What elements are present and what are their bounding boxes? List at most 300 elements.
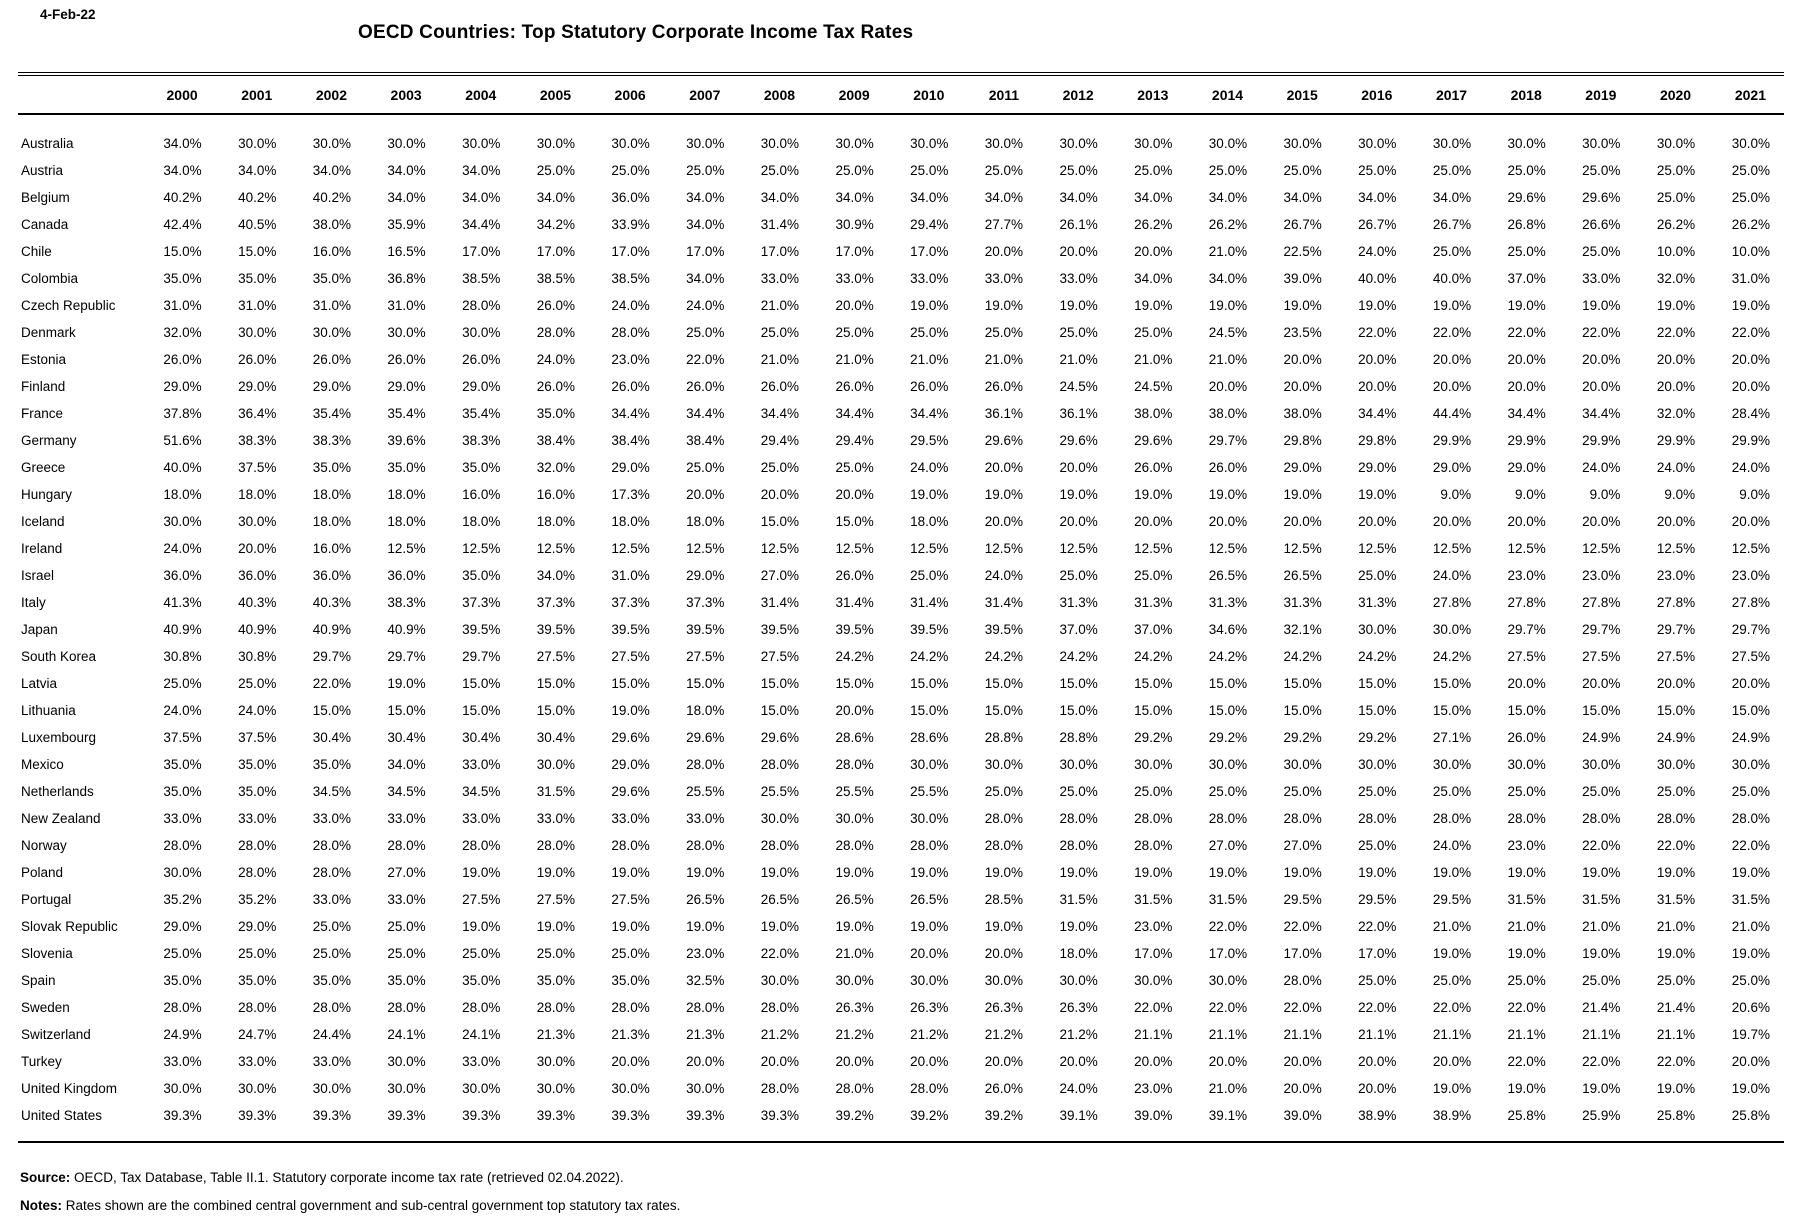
table-row bbox=[18, 670, 1784, 697]
rate-cell: 21.0% bbox=[1432, 919, 1472, 934]
rate-cell: 26.0% bbox=[611, 379, 650, 394]
rate-cell: 33.0% bbox=[1059, 271, 1098, 286]
rate-cell: 26.2% bbox=[1208, 217, 1248, 232]
rate-cell: 21.0% bbox=[760, 352, 800, 367]
rate-cell: 29.9% bbox=[1507, 433, 1546, 448]
rate-cell: 25.0% bbox=[1507, 973, 1546, 988]
rate-cell: 18.0% bbox=[462, 514, 501, 529]
year-column-header: 2013 bbox=[1137, 86, 1169, 103]
rate-cell: 25.0% bbox=[1134, 784, 1173, 799]
rate-cell: 35.0% bbox=[536, 973, 576, 988]
rate-cell: 34.4% bbox=[910, 406, 949, 421]
rate-cell: 20.0% bbox=[1582, 352, 1621, 367]
rate-cell: 16.5% bbox=[387, 244, 426, 259]
rate-cell: 30.0% bbox=[760, 811, 800, 826]
rate-cell: 25.0% bbox=[760, 460, 800, 475]
rate-cell: 27.5% bbox=[1582, 649, 1621, 664]
rate-cell: 25.0% bbox=[312, 919, 352, 934]
rate-cell: 18.0% bbox=[387, 514, 426, 529]
rate-cell: 17.0% bbox=[462, 244, 501, 259]
rate-cell: 18.0% bbox=[1059, 946, 1098, 961]
rate-cell: 31.3% bbox=[1059, 595, 1098, 610]
rate-cell: 12.5% bbox=[1582, 541, 1621, 556]
rate-cell: 37.3% bbox=[462, 595, 501, 610]
rate-cell: 21.1% bbox=[1134, 1027, 1173, 1042]
rate-cell: 19.0% bbox=[1283, 487, 1322, 502]
rate-cell: 21.2% bbox=[910, 1027, 949, 1042]
spacer-row bbox=[18, 114, 1784, 130]
rate-cell: 26.0% bbox=[835, 379, 874, 394]
rate-cell: 33.0% bbox=[238, 1054, 277, 1069]
rate-cell: 32.1% bbox=[1283, 622, 1322, 637]
rate-cell: 19.0% bbox=[910, 298, 949, 313]
rate-cell: 30.0% bbox=[536, 1081, 576, 1096]
country-label: Luxembourg bbox=[21, 730, 97, 745]
table-row bbox=[18, 1075, 1784, 1102]
rate-cell: 24.0% bbox=[1358, 244, 1397, 259]
rate-cell: 28.0% bbox=[536, 1000, 576, 1015]
rate-cell: 39.5% bbox=[462, 622, 501, 637]
rate-cell: 30.4% bbox=[462, 730, 501, 745]
rate-cell: 30.0% bbox=[462, 1081, 501, 1096]
rate-cell: 20.0% bbox=[835, 703, 874, 718]
rate-cell: 28.0% bbox=[1656, 811, 1696, 826]
rate-cell: 29.8% bbox=[1358, 433, 1397, 448]
rate-cell: 19.0% bbox=[1656, 946, 1696, 961]
rate-cell: 20.0% bbox=[984, 514, 1024, 529]
rate-cell: 30.0% bbox=[312, 136, 352, 151]
rate-cell: 12.5% bbox=[387, 541, 426, 556]
rate-cell: 35.0% bbox=[462, 568, 501, 583]
table-body bbox=[18, 114, 1784, 1142]
rate-cell: 25.0% bbox=[984, 163, 1024, 178]
rate-cell: 35.0% bbox=[312, 460, 352, 475]
rate-cell: 35.0% bbox=[312, 271, 352, 286]
rate-cell: 34.5% bbox=[312, 784, 352, 799]
rate-cell: 25.0% bbox=[1656, 973, 1696, 988]
rate-cell: 17.3% bbox=[611, 487, 650, 502]
rate-cell: 23.0% bbox=[611, 352, 650, 367]
rate-cell: 28.0% bbox=[984, 811, 1024, 826]
rate-cell: 12.5% bbox=[462, 541, 501, 556]
rate-cell: 24.1% bbox=[387, 1027, 426, 1042]
rate-cell: 34.4% bbox=[686, 406, 725, 421]
rate-cell: 19.0% bbox=[686, 919, 725, 934]
rate-cell: 36.8% bbox=[387, 271, 426, 286]
rate-cell: 31.5% bbox=[1507, 892, 1546, 907]
rate-cell: 30.0% bbox=[163, 865, 202, 880]
rate-cell: 36.4% bbox=[238, 406, 277, 421]
rate-cell: 25.0% bbox=[387, 919, 426, 934]
rate-cell: 20.0% bbox=[1283, 514, 1322, 529]
rate-cell: 19.0% bbox=[984, 919, 1024, 934]
rate-cell: 24.0% bbox=[686, 298, 725, 313]
rate-cell: 29.2% bbox=[1358, 730, 1397, 745]
year-column-header: 2011 bbox=[988, 86, 1020, 103]
rate-cell: 19.0% bbox=[1656, 865, 1696, 880]
rate-cell: 20.0% bbox=[1358, 352, 1397, 367]
rate-cell: 18.0% bbox=[910, 514, 949, 529]
rate-cell: 34.0% bbox=[1059, 190, 1098, 205]
rate-cell: 25.8% bbox=[1656, 1108, 1696, 1123]
rate-cell: 22.0% bbox=[686, 352, 725, 367]
rate-cell: 28.0% bbox=[1283, 973, 1322, 988]
rate-cell: 29.2% bbox=[1208, 730, 1248, 745]
rate-cell: 25.0% bbox=[1283, 163, 1322, 178]
rate-cell: 31.0% bbox=[238, 298, 277, 313]
rate-cell: 31.5% bbox=[1656, 892, 1696, 907]
rate-cell: 12.5% bbox=[686, 541, 725, 556]
rate-cell: 19.0% bbox=[1059, 298, 1098, 313]
rate-cell: 12.5% bbox=[1283, 541, 1322, 556]
rate-cell: 25.0% bbox=[760, 163, 800, 178]
country-label: Norway bbox=[21, 838, 67, 853]
rate-cell: 29.6% bbox=[686, 730, 725, 745]
rate-cell: 31.4% bbox=[984, 595, 1024, 610]
rate-cell: 30.0% bbox=[1134, 136, 1173, 151]
country-label: Colombia bbox=[21, 271, 79, 286]
rate-cell: 15.0% bbox=[760, 703, 800, 718]
rate-cell: 35.4% bbox=[387, 406, 426, 421]
rate-cell: 20.0% bbox=[835, 1054, 874, 1069]
rate-cell: 33.0% bbox=[238, 811, 277, 826]
rate-cell: 25.0% bbox=[1059, 163, 1098, 178]
rate-cell: 34.0% bbox=[984, 190, 1024, 205]
rate-cell: 25.8% bbox=[1507, 1108, 1546, 1123]
rate-cell: 12.5% bbox=[1358, 541, 1397, 556]
rate-cell: 21.1% bbox=[1656, 1027, 1696, 1042]
rate-cell: 39.3% bbox=[686, 1108, 725, 1123]
rate-cell: 24.0% bbox=[1582, 460, 1621, 475]
spacer-cell bbox=[18, 114, 1784, 130]
rate-cell: 25.0% bbox=[1731, 973, 1770, 988]
rate-cell: 26.5% bbox=[686, 892, 725, 907]
rate-cell: 28.0% bbox=[387, 1000, 426, 1015]
rate-cell: 20.0% bbox=[910, 1054, 949, 1069]
rate-cell: 39.3% bbox=[163, 1108, 202, 1123]
rate-cell: 25.0% bbox=[1731, 190, 1770, 205]
rate-cell: 42.4% bbox=[163, 217, 202, 232]
table-row bbox=[18, 1048, 1784, 1075]
rate-cell: 25.0% bbox=[1432, 244, 1472, 259]
rate-cell: 31.4% bbox=[910, 595, 949, 610]
rate-cell: 22.0% bbox=[760, 946, 800, 961]
rate-cell: 15.0% bbox=[1283, 676, 1322, 691]
source-label: Source: bbox=[20, 1170, 71, 1185]
rate-cell: 34.0% bbox=[1208, 271, 1248, 286]
rate-cell: 20.0% bbox=[1582, 379, 1621, 394]
country-label: Austria bbox=[21, 163, 64, 178]
year-column-header: 2010 bbox=[913, 86, 945, 103]
notes-line bbox=[20, 1192, 680, 1220]
rate-cell: 17.0% bbox=[536, 244, 576, 259]
rate-cell: 29.6% bbox=[1059, 433, 1098, 448]
rate-cell: 25.0% bbox=[238, 946, 277, 961]
rate-cell: 29.0% bbox=[1283, 460, 1322, 475]
rate-cell: 27.0% bbox=[760, 568, 800, 583]
rate-cell: 31.4% bbox=[835, 595, 874, 610]
year-column-header: 2007 bbox=[689, 86, 721, 103]
rate-cell: 22.0% bbox=[1358, 325, 1397, 340]
rate-cell: 36.1% bbox=[984, 406, 1024, 421]
rate-cell: 26.5% bbox=[910, 892, 949, 907]
rate-cell: 25.0% bbox=[1432, 784, 1472, 799]
rate-cell: 34.0% bbox=[163, 163, 202, 178]
rate-cell: 25.0% bbox=[760, 325, 800, 340]
rate-cell: 23.0% bbox=[1507, 568, 1546, 583]
rate-cell: 29.0% bbox=[163, 379, 202, 394]
rate-cell: 36.0% bbox=[312, 568, 352, 583]
rate-cell: 30.0% bbox=[1731, 757, 1770, 772]
rate-cell: 26.0% bbox=[462, 352, 501, 367]
country-label: Chile bbox=[21, 244, 52, 259]
rate-cell: 21.0% bbox=[1656, 919, 1696, 934]
rate-cell: 20.0% bbox=[1358, 1081, 1397, 1096]
rate-cell: 15.0% bbox=[462, 703, 501, 718]
rate-cell: 19.0% bbox=[910, 487, 949, 502]
table-row bbox=[18, 373, 1784, 400]
rate-cell: 30.0% bbox=[984, 757, 1024, 772]
rate-cell: 33.0% bbox=[462, 757, 501, 772]
rate-cell: 27.7% bbox=[984, 217, 1024, 232]
rate-cell: 15.0% bbox=[163, 244, 202, 259]
rate-cell: 28.0% bbox=[686, 757, 725, 772]
country-label: United Kingdom bbox=[21, 1081, 118, 1096]
rate-cell: 20.0% bbox=[1134, 514, 1173, 529]
rate-cell: 29.4% bbox=[760, 433, 800, 448]
rate-cell: 17.0% bbox=[1208, 946, 1248, 961]
rate-cell: 40.0% bbox=[1432, 271, 1472, 286]
country-label: Australia bbox=[21, 136, 74, 151]
rate-cell: 24.0% bbox=[1432, 838, 1472, 853]
rate-cell: 26.5% bbox=[835, 892, 874, 907]
rate-cell: 19.0% bbox=[611, 865, 650, 880]
rate-cell: 31.5% bbox=[1059, 892, 1098, 907]
rate-cell: 20.0% bbox=[910, 946, 949, 961]
rate-cell: 34.4% bbox=[760, 406, 800, 421]
rate-cell: 37.0% bbox=[1507, 271, 1546, 286]
rate-cell: 40.9% bbox=[387, 622, 426, 637]
rate-cell: 39.3% bbox=[536, 1108, 576, 1123]
rate-cell: 40.2% bbox=[312, 190, 352, 205]
rate-cell: 19.0% bbox=[984, 487, 1024, 502]
rate-cell: 25.0% bbox=[387, 946, 426, 961]
year-column-header: 2008 bbox=[763, 86, 796, 103]
rate-cell: 34.0% bbox=[1283, 190, 1322, 205]
rate-cell: 19.0% bbox=[1134, 487, 1173, 502]
rate-cell: 25.0% bbox=[611, 163, 650, 178]
country-label: Denmark bbox=[21, 325, 76, 340]
rate-cell: 34.0% bbox=[760, 190, 800, 205]
rate-cell: 35.0% bbox=[163, 973, 202, 988]
rate-cell: 23.0% bbox=[1731, 568, 1770, 583]
rate-cell: 20.0% bbox=[1507, 514, 1546, 529]
rate-cell: 21.1% bbox=[1358, 1027, 1397, 1042]
rate-cell: 27.8% bbox=[1731, 595, 1770, 610]
rate-cell: 28.0% bbox=[1358, 811, 1397, 826]
rate-cell: 30.0% bbox=[611, 1081, 650, 1096]
rate-cell: 12.5% bbox=[1731, 541, 1770, 556]
rate-cell: 19.0% bbox=[1358, 865, 1397, 880]
year-column-header: 2003 bbox=[390, 86, 422, 103]
rate-cell: 30.0% bbox=[1731, 136, 1770, 151]
rate-cell: 28.0% bbox=[462, 1000, 501, 1015]
rate-cell: 31.3% bbox=[1134, 595, 1173, 610]
rate-cell: 24.0% bbox=[1059, 1081, 1098, 1096]
rate-cell: 30.4% bbox=[536, 730, 576, 745]
rate-cell: 22.0% bbox=[1656, 838, 1696, 853]
rate-cell: 25.0% bbox=[1358, 784, 1397, 799]
rate-cell: 33.0% bbox=[462, 1054, 501, 1069]
rate-cell: 28.0% bbox=[686, 838, 725, 853]
rate-cell: 25.0% bbox=[686, 460, 725, 475]
rate-cell: 17.0% bbox=[760, 244, 800, 259]
year-column-header: 2012 bbox=[1062, 86, 1094, 103]
rate-cell: 41.3% bbox=[163, 595, 202, 610]
rate-cell: 30.0% bbox=[835, 973, 874, 988]
rate-cell: 31.3% bbox=[1208, 595, 1248, 610]
year-column-header: 2016 bbox=[1361, 86, 1393, 103]
rate-cell: 40.0% bbox=[1358, 271, 1397, 286]
rate-cell: 24.9% bbox=[1582, 730, 1621, 745]
rate-cell: 22.0% bbox=[1656, 325, 1696, 340]
rate-cell: 19.0% bbox=[1731, 946, 1770, 961]
rate-cell: 33.0% bbox=[312, 892, 352, 907]
country-label: Sweden bbox=[21, 1000, 70, 1015]
rate-cell: 28.0% bbox=[1134, 811, 1173, 826]
country-label: Japan bbox=[21, 622, 58, 637]
rate-cell: 25.0% bbox=[1432, 163, 1472, 178]
rate-cell: 12.5% bbox=[1656, 541, 1696, 556]
rate-cell: 30.0% bbox=[835, 811, 874, 826]
rate-cell: 26.7% bbox=[1358, 217, 1397, 232]
rate-cell: 19.0% bbox=[1208, 865, 1248, 880]
rate-cell: 19.0% bbox=[910, 865, 949, 880]
rate-cell: 19.0% bbox=[1731, 865, 1770, 880]
rate-cell: 34.0% bbox=[536, 568, 576, 583]
rate-cell: 23.5% bbox=[1283, 325, 1322, 340]
rate-cell: 20.0% bbox=[1283, 1054, 1322, 1069]
rate-cell: 28.0% bbox=[611, 325, 650, 340]
year-column-header: 2006 bbox=[614, 86, 646, 103]
source-text: OECD, Tax Database, Table II.1. Statutory corporate income tax rate (retrieved 02.04.2022). bbox=[74, 1170, 624, 1185]
rate-cell: 30.4% bbox=[312, 730, 352, 745]
rate-cell: 30.0% bbox=[1432, 757, 1472, 772]
country-label: Israel bbox=[21, 568, 55, 583]
rate-cell: 28.0% bbox=[238, 1000, 277, 1015]
rate-cell: 25.0% bbox=[1208, 163, 1248, 178]
rate-cell: 30.0% bbox=[910, 811, 949, 826]
rate-cell: 28.5% bbox=[984, 892, 1024, 907]
rate-cell: 29.0% bbox=[238, 379, 277, 394]
rate-cell: 37.0% bbox=[1059, 622, 1098, 637]
rate-cell: 29.9% bbox=[1432, 433, 1472, 448]
rate-cell: 37.5% bbox=[238, 460, 277, 475]
country-label: Germany bbox=[21, 433, 77, 448]
rate-cell: 34.0% bbox=[462, 163, 501, 178]
rate-cell: 28.0% bbox=[1059, 811, 1098, 826]
rate-cell: 25.0% bbox=[462, 946, 501, 961]
rate-cell: 22.0% bbox=[1656, 1054, 1696, 1069]
rate-cell: 18.0% bbox=[163, 487, 202, 502]
rate-cell: 35.0% bbox=[462, 460, 501, 475]
rate-cell: 19.0% bbox=[1134, 865, 1173, 880]
rate-cell: 9.0% bbox=[1739, 487, 1770, 502]
rate-cell: 27.5% bbox=[611, 892, 650, 907]
rate-cell: 30.0% bbox=[1208, 757, 1248, 772]
rate-cell: 20.0% bbox=[1656, 676, 1696, 691]
rate-cell: 25.0% bbox=[1507, 784, 1546, 799]
rate-cell: 21.3% bbox=[686, 1027, 725, 1042]
rate-cell: 38.0% bbox=[1283, 406, 1322, 421]
rate-cell: 28.0% bbox=[238, 838, 277, 853]
rate-cell: 21.0% bbox=[910, 352, 949, 367]
rate-cell: 25.5% bbox=[910, 784, 949, 799]
rate-cell: 26.5% bbox=[1283, 568, 1322, 583]
rate-cell: 37.3% bbox=[536, 595, 576, 610]
rate-cell: 38.4% bbox=[611, 433, 650, 448]
rate-cell: 39.0% bbox=[1283, 271, 1322, 286]
rate-cell: 27.0% bbox=[387, 865, 426, 880]
rate-cell: 28.0% bbox=[835, 1081, 874, 1096]
rate-cell: 20.0% bbox=[1656, 514, 1696, 529]
rate-cell: 40.3% bbox=[312, 595, 352, 610]
rate-cell: 30.0% bbox=[910, 973, 949, 988]
rate-cell: 20.0% bbox=[1134, 1054, 1173, 1069]
rate-cell: 30.0% bbox=[984, 973, 1024, 988]
table-row bbox=[18, 130, 1784, 157]
rate-cell: 15.0% bbox=[984, 676, 1024, 691]
rate-cell: 28.0% bbox=[760, 757, 800, 772]
rate-cell: 35.9% bbox=[387, 217, 426, 232]
rate-cell: 29.5% bbox=[1432, 892, 1472, 907]
rate-cell: 39.3% bbox=[611, 1108, 650, 1123]
rate-cell: 25.0% bbox=[686, 163, 725, 178]
rate-cell: 19.0% bbox=[835, 919, 874, 934]
country-label: Netherlands bbox=[21, 784, 94, 799]
rate-cell: 23.0% bbox=[686, 946, 725, 961]
rate-cell: 19.0% bbox=[1208, 298, 1248, 313]
rate-cell: 34.0% bbox=[1134, 190, 1173, 205]
rate-cell: 28.0% bbox=[1432, 811, 1472, 826]
rate-cell: 29.0% bbox=[686, 568, 725, 583]
rate-cell: 19.0% bbox=[910, 919, 949, 934]
rate-cell: 38.5% bbox=[611, 271, 650, 286]
rate-cell: 19.0% bbox=[1283, 298, 1322, 313]
rate-cell: 33.0% bbox=[611, 811, 650, 826]
rate-cell: 15.0% bbox=[910, 703, 949, 718]
rate-cell: 28.0% bbox=[1731, 811, 1770, 826]
rate-cell: 28.4% bbox=[1731, 406, 1770, 421]
rate-cell: 19.0% bbox=[1059, 865, 1098, 880]
rate-cell: 25.0% bbox=[1432, 973, 1472, 988]
rate-cell: 29.2% bbox=[1283, 730, 1322, 745]
rate-cell: 19.0% bbox=[1208, 487, 1248, 502]
rate-cell: 30.0% bbox=[536, 757, 576, 772]
rate-cell: 27.8% bbox=[1507, 595, 1546, 610]
rate-cell: 29.0% bbox=[163, 919, 202, 934]
rate-cell: 15.0% bbox=[1283, 703, 1322, 718]
rate-cell: 24.2% bbox=[1283, 649, 1322, 664]
rate-cell: 26.0% bbox=[984, 1081, 1024, 1096]
rate-cell: 25.0% bbox=[1582, 244, 1621, 259]
rate-cell: 15.0% bbox=[1059, 703, 1098, 718]
rate-cell: 20.0% bbox=[1358, 514, 1397, 529]
rate-cell: 20.0% bbox=[1134, 244, 1173, 259]
rate-cell: 30.0% bbox=[1059, 757, 1098, 772]
rate-cell: 27.0% bbox=[1208, 838, 1248, 853]
rate-cell: 18.0% bbox=[686, 514, 725, 529]
